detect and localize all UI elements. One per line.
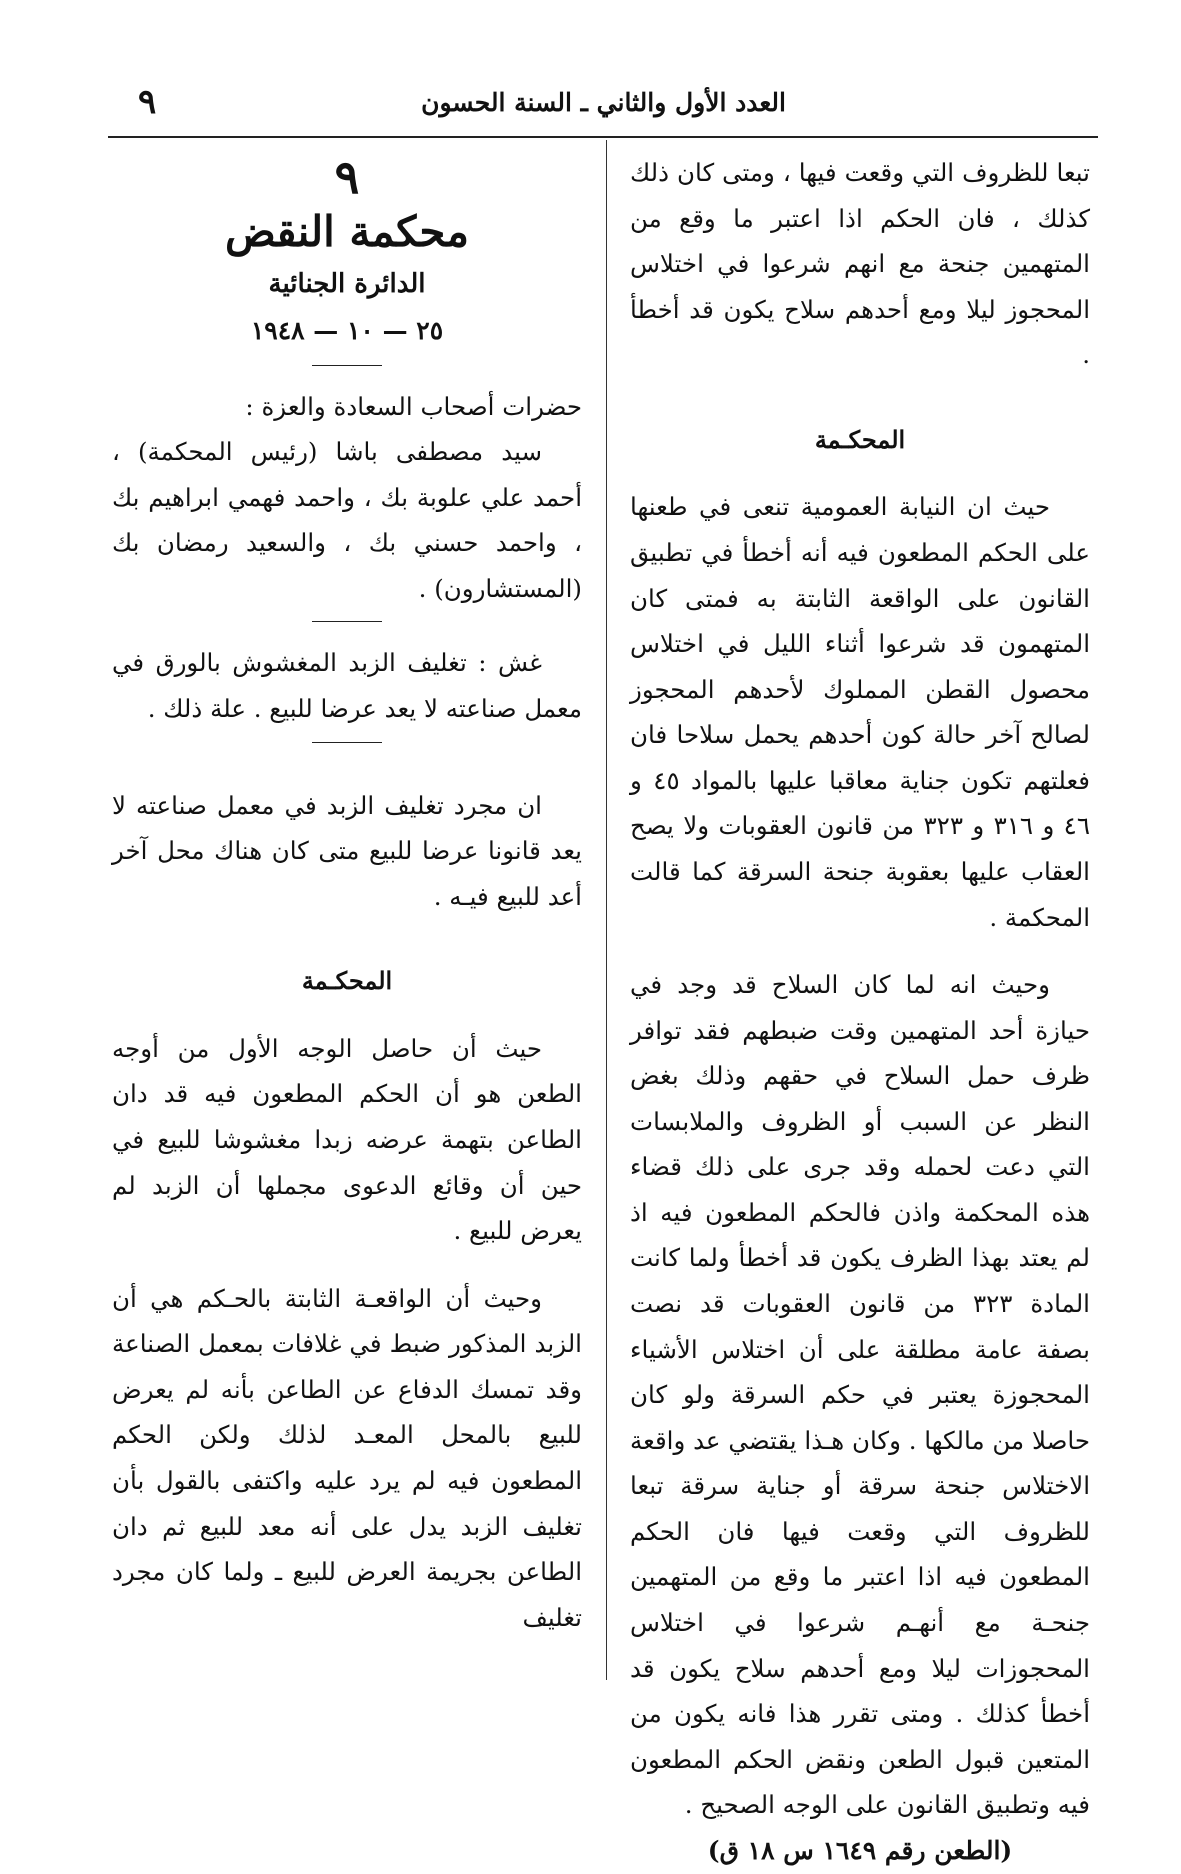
appeal-citation: (الطعن رقم ١٦٤٩ س ١٨ ق) xyxy=(707,1835,1013,1865)
continuation-text: تبعا للظروف التي وقعت فيها ، ومتى كان ذلك كذلك ، فان الحكم اذا اعتبر ما وقع من المتهمين جنحة مع انهم شرعوا في اختلاس المحجوز ليلا ومع أحدهم سلاح يكون قد أخطأ . xyxy=(630,158,1090,370)
legal-principle: ان مجرد تغليف الزبد في معمل صناعته لا يعد قانونا عرضا للبيع متى كان هناك محل آخر أعد للبيع فيـه . xyxy=(112,790,582,911)
running-title: العدد الأول والثاني ـ السنة الحسون xyxy=(421,88,786,117)
header-rule xyxy=(108,136,1098,138)
ruling-date: ٢٥ — ١٠ — ١٩٤٨ xyxy=(250,316,444,346)
reasoning-paragraph-2: وحيث انه لما كان السلاح قد وجد في حيازة أحد المتهمين وقت ضبطهم فقد توافر ظرف حمل السلاح في حقهم وذلك بغض النظر عن السبب أو الظروف والملابسات التي دعت لحمله وقد جرى على ذلك قضاء هذه المحكمة واذن فالحكم المطعون فيه اذ لم يعتد بهذا الظرف يكون قد أخطأ ولما كانت المادة ٣٢٣ من قانون العقوبات قد نصت بصفة عامة مطلقة على أن اختلاس الأشياء المحجوزة يعتبر في حكم السرقة ولو كان حاصلا من مالكها . وكان هـذا يقتضي عد واقعة الاختلاس جنحة سرقة أو جناية سرقة تبعا للظروف التي وقعت فيها فان الحكم المطعون فيه اذا اعتبر ما وقع من المتهمين جنحـة مع أنهـم شرعوا في اختلاس المحجوزات ليلا ومع أحدهم سلاح يكون قد أخطأ كذلك . ومتى تقرر هذا فانه يكون من المتعين قبول الطعن ونقض الحكم المطعون فيه وتطبيق القانون على الوجه الصحيح . xyxy=(629,970,1090,1820)
reasoning-paragraph-1: حيث أن حاصل الوجه الأول من أوجه الطعن هو أن الحكم المطعون فيه قد دان الطاعن بتهمة عرضه زبدا مغشوشا للبيع في حين أن وقائع الدعوى مجملها أن الزبد لم يعرض للبيع . xyxy=(112,1033,582,1246)
reasoning-paragraph-2: وحيث أن الواقعـة الثابتة بالحـكم هي أن الزبد المذكور ضبط في غلافات بمعمل الصناعة وقد تمسك الدفاع عن الطاعن بأنه لم يعرض للبيع بالمحل المعـد لذلك ولكن الحكم المطعون فيه لم يرد عليه واكتفى بالقول بأن تغليف الزبد يدل على أنه معد للبيع ثم دان الطاعن بجريمة العرض للبيع ـ ولما كان مجرد تغليف xyxy=(112,1283,582,1632)
page-number: ٩ xyxy=(138,82,157,122)
judges-intro: حضرات أصحاب السعادة والعزة : xyxy=(245,391,582,421)
reasoning-paragraph-1: حيث ان النيابة العمومية تنعى في طعنها على الحكم المطعون فيه أنه أخطأ في تطبيق القانون على الواقعة الثابتة به فمتى كان المتهمون قد شرعوا أثناء الليل في اختلاس محصول القطن المملوك لأحدهم المحجوز لصالح آخر حالة كون أحدهم يحمل سلاحا فان فعلتهم تكون جناية معاقبا عليها بالمواد ٤٥ و ٤٦ و ٣١٦ و ٣٢٣ من قانون العقوبات ولا يصح العقاب عليها بعقوبة جنحة السرقة كما قالت المحكمة . xyxy=(630,492,1090,932)
case-number: ٩ xyxy=(334,150,360,204)
left-column xyxy=(112,150,582,1640)
court-heading: المحكـمة xyxy=(814,424,906,454)
case-summary: غش : تغليف الزبد المغشوش بالورق في معمل صناعته لا يعد عرضا للبيع . علة ذلك . xyxy=(112,648,582,724)
court-heading: المحكـمة xyxy=(301,966,393,996)
divider xyxy=(312,365,382,366)
column-divider xyxy=(606,140,607,1680)
right-column xyxy=(630,150,1090,1874)
divider xyxy=(312,621,382,622)
judges-list: سيد مصطفى باشا (رئيس المحكمة) ، أحمد علي علوبة بك ، واحمد فهمي ابراهيم بك ، واحمد حسني بك ، والسعيد رمضان بك (المستشارون) . xyxy=(112,437,582,603)
chamber-name: الدائرة الجنائية xyxy=(268,268,426,299)
divider xyxy=(312,742,382,743)
court-name: محكمة النقض xyxy=(224,207,470,257)
